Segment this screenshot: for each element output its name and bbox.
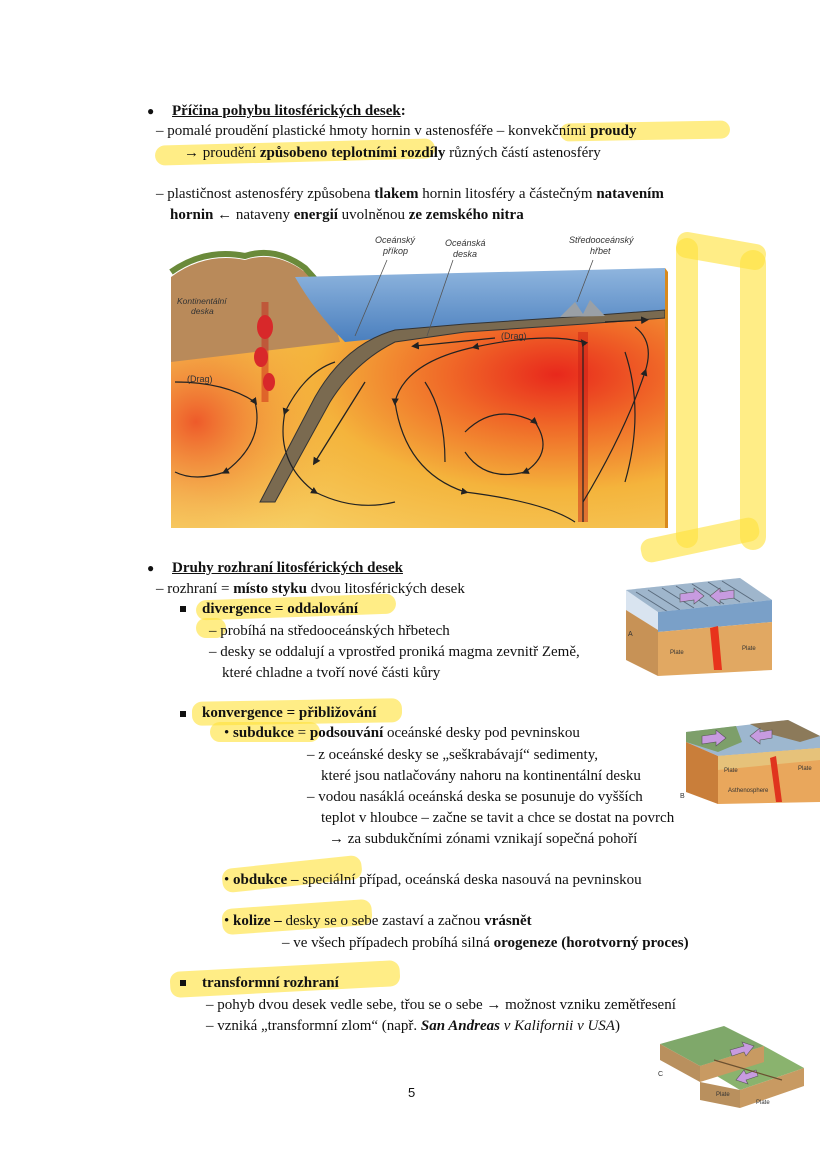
collision-line: • kolize – desky se o sebe zastaví a začnou vrásnět [224, 913, 532, 929]
square-bullet [180, 980, 186, 986]
svg-text:příkop: příkop [383, 246, 409, 256]
transform-t2: – vzniká „transformní zlom“ (např. San Andreas v Kalifornii v USA) [206, 1018, 620, 1034]
convergence-title: konvergence = přibližování [202, 705, 377, 721]
square-bullet [180, 606, 186, 612]
collision-c1: – ve všech případech probíhá silná orogeneze (horotvorný proces) [282, 935, 689, 951]
subduction-s1: – z oceánské desky se „seškrabávají“ sedimenty, [307, 747, 598, 763]
subduction-s3: – vodou nasáklá oceánská deska se posunuje do vyšších [307, 789, 643, 805]
divergence-line2: – desky se oddalují a vprostřed proniká magma zevnitř Země, [209, 644, 580, 660]
divergence-line1: – probíhá na středooceánských hřbetech [209, 623, 450, 639]
subduction-line: • subdukce = podsouvání oceánské desky pod pevninskou [224, 725, 580, 741]
bullet-dot: ● [147, 104, 155, 118]
fig-label-asthenosphere: Asthenosphere [728, 788, 769, 794]
label-continental: Kontinentální [177, 296, 227, 306]
subduction-figure [680, 712, 822, 804]
transform-title: transformní rozhraní [202, 975, 339, 991]
page-number: 5 [408, 1085, 416, 1100]
section1-heading: Příčina pohybu litosférických desek: [172, 103, 406, 119]
divergence-figure [622, 570, 774, 676]
divergence-title: divergence = oddalování [202, 601, 359, 617]
section2-intro: – rozhraní = místo styku dvou litosférických desek [156, 581, 465, 597]
section1-line4: hornin ← nataveny energií uvolněnou ze zemského nitra [170, 207, 524, 223]
fig-label-plate: Plate [742, 646, 756, 652]
label-ridge: Středooceánský [569, 235, 634, 245]
highlight-mark [676, 238, 698, 548]
fig-label-plate: Plate [716, 1092, 730, 1098]
svg-text:deska: deska [191, 306, 214, 316]
section1-line2: → proudění způsobeno teplotními rozdíly různých částí astenosféry [184, 145, 601, 161]
fig-label-plate: Plate [798, 766, 812, 772]
subduction-s4: teplot v hloubce – začne se tavit a chce se dostat na povrch [321, 810, 675, 826]
fig-label-c: C [658, 1071, 664, 1078]
section1-line1: – pomalé proudění plastické hmoty hornin v astenosféře – konvekčními proudy [156, 123, 637, 139]
label-trench: Oceánský [375, 235, 416, 245]
fig-label-plate: Plate [724, 768, 738, 774]
subduction-s2: které jsou natlačovány nahoru na kontinentální desku [321, 768, 641, 784]
label-drag-right: (Drag) [501, 331, 527, 341]
square-bullet [180, 711, 186, 717]
fig-label-a: A [628, 631, 633, 638]
highlight-mark [740, 250, 766, 550]
label-drag-left: (Drag) [187, 374, 213, 384]
fig-label-plate: Plate [670, 650, 684, 656]
fig-label-plate: Plate [756, 1100, 770, 1106]
convection-diagram [165, 232, 670, 530]
transform-figure [654, 1020, 810, 1112]
fig-label-b: B [680, 793, 685, 800]
subduction-s5: → za subdukčními zónami vznikají sopečná pohoří [329, 831, 638, 847]
divergence-line3: které chladne a tvoří nové části kůry [222, 665, 441, 681]
label-oceanic-plate: Oceánská [445, 238, 486, 248]
transform-t1: – pohyb dvou desek vedle sebe, třou se o sebe → možnost vzniku zemětřesení [206, 997, 676, 1013]
section1-line3: – plastičnost astenosféry způsobena tlakem hornin litosféry a částečným natavením [156, 186, 664, 202]
obduction-line: • obdukce – speciální případ, oceánská deska nasouvá na pevninskou [224, 872, 642, 888]
section2-heading: Druhy rozhraní litosférických desek [172, 560, 403, 576]
svg-text:hřbet: hřbet [590, 246, 611, 256]
svg-text:deska: deska [453, 249, 478, 259]
bullet-dot: ● [147, 561, 155, 575]
